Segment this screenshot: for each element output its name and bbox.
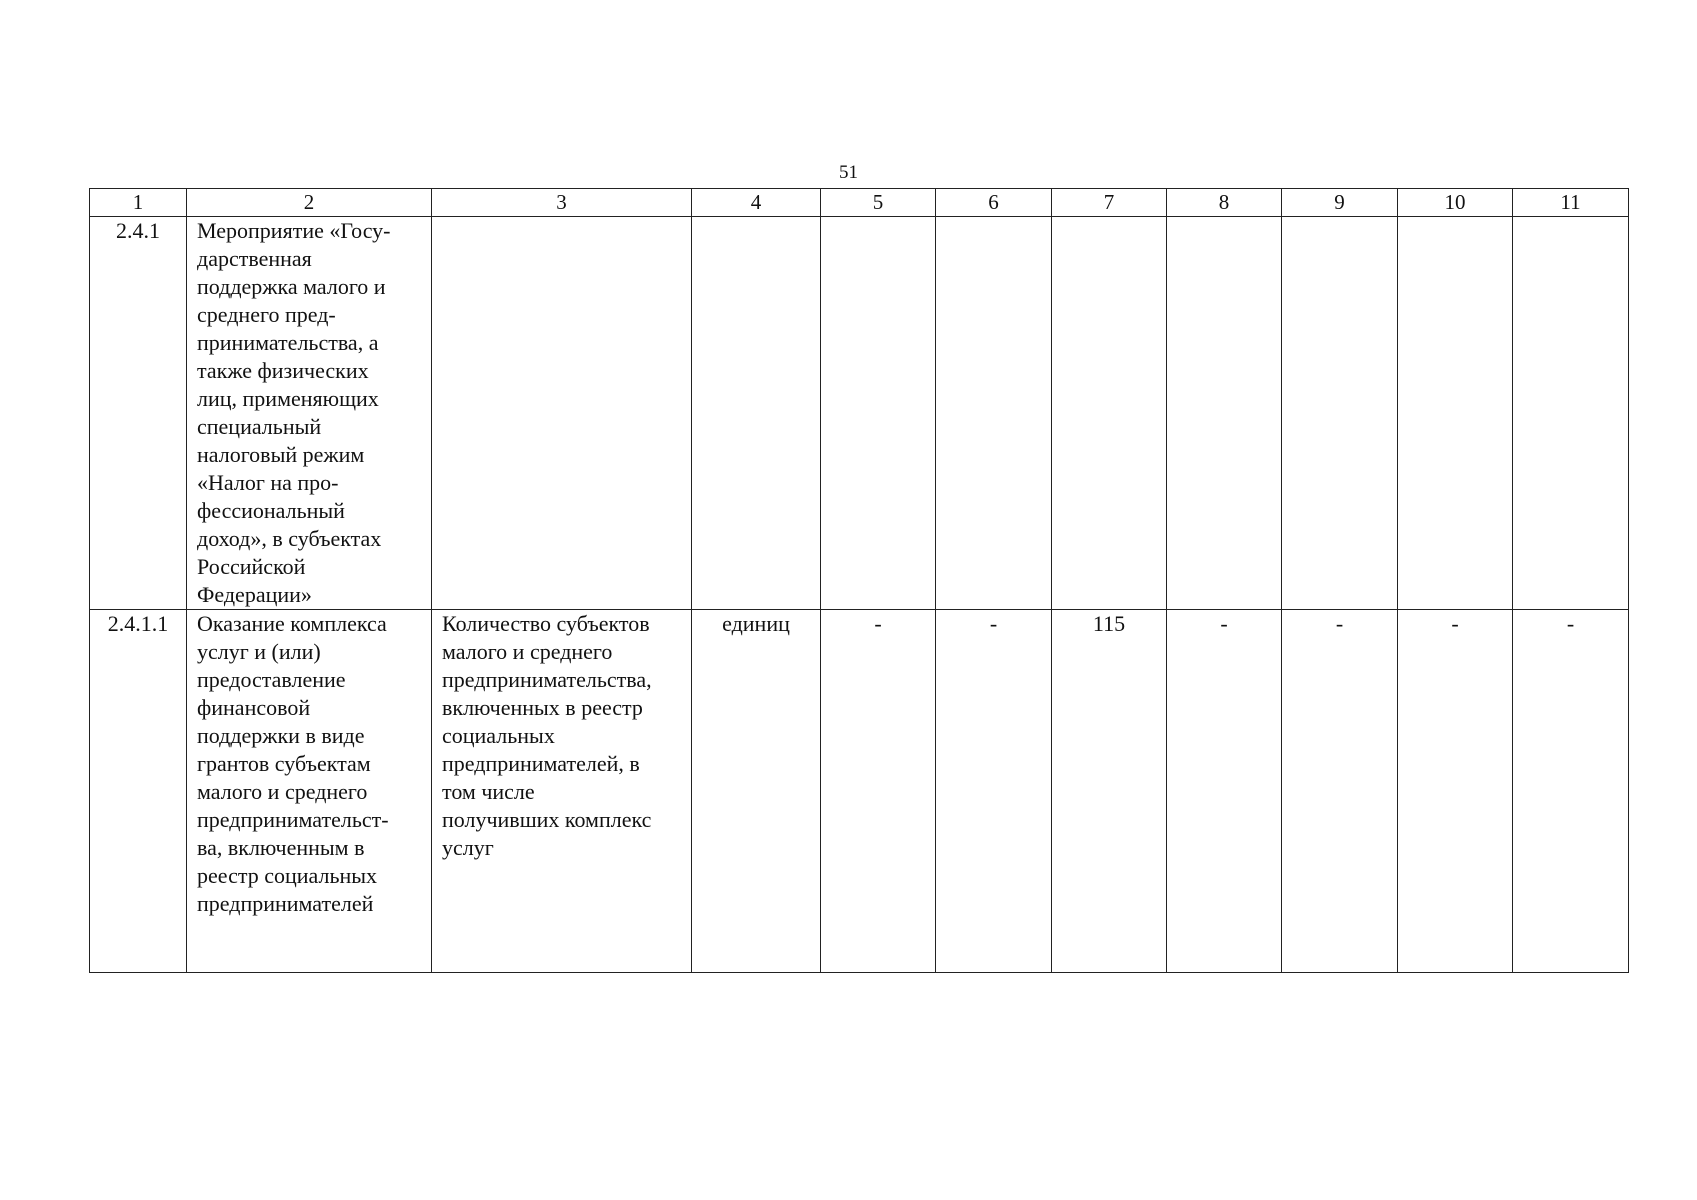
text-line: малого и среднего	[197, 779, 368, 804]
row-code: 2.4.1.1	[90, 610, 187, 973]
measure-name	[187, 610, 431, 918]
value-cell: -	[1282, 610, 1398, 973]
text-line: социальных	[442, 723, 555, 748]
measures-table	[89, 188, 1629, 973]
column-header: 7	[1052, 189, 1167, 217]
text-line: Федерации»	[197, 582, 312, 607]
value-cell: -	[1167, 610, 1282, 973]
text-line: Количество субъектов	[442, 611, 650, 636]
text-line: «Налог на про-	[197, 470, 339, 495]
text-line: предпринимателей	[197, 891, 374, 916]
column-header: 10	[1398, 189, 1513, 217]
text-line: реестр социальных	[197, 863, 378, 888]
text-line: дарственная	[197, 246, 312, 271]
indicator-cell	[432, 217, 692, 610]
page-number: 51	[839, 162, 858, 183]
text-line: Российской	[197, 554, 306, 579]
unit-cell	[692, 217, 821, 610]
value-cell	[936, 217, 1052, 610]
value-cell	[1282, 217, 1398, 610]
text-line: услуг	[442, 835, 494, 860]
text-line: малого и среднего	[442, 639, 613, 664]
text-line: также физических	[197, 358, 369, 383]
text-line: среднего пред-	[197, 302, 336, 327]
table-row	[90, 610, 1629, 973]
text-line: налоговый режим	[197, 442, 365, 467]
text-line: том числе	[442, 779, 535, 804]
text-line: грантов субъектам	[197, 751, 371, 776]
value-cell: -	[821, 610, 936, 973]
text-line: финансовой	[197, 695, 311, 720]
text-line: доход», в субъектах	[197, 526, 382, 551]
column-header: 8	[1167, 189, 1282, 217]
value-cell	[1398, 217, 1513, 610]
text-line: поддержки в виде	[197, 723, 365, 748]
column-header: 4	[692, 189, 821, 217]
text-line: включенных в реестр	[442, 695, 643, 720]
measure-name-cell	[187, 217, 432, 610]
value-cell	[1167, 217, 1282, 610]
row-code: 2.4.1	[90, 217, 187, 610]
text-line: услуг и (или)	[197, 639, 321, 664]
text-line: Оказание комплекса	[197, 611, 387, 636]
text-line: Мероприятие «Госу-	[197, 218, 391, 243]
column-number-row	[90, 189, 1629, 217]
text-line: специальный	[197, 414, 322, 439]
column-header: 5	[821, 189, 936, 217]
column-header: 2	[187, 189, 432, 217]
value-cell: -	[936, 610, 1052, 973]
value-cell: -	[1513, 610, 1629, 973]
value-cell	[1513, 217, 1629, 610]
column-header: 11	[1513, 189, 1629, 217]
indicator-cell	[432, 610, 692, 973]
text-line: предпринимателей, в	[442, 751, 640, 776]
value-cell	[1052, 217, 1167, 610]
value-cell: -	[1398, 610, 1513, 973]
text-line: предоставление	[197, 667, 346, 692]
text-line: ва, включенным в	[197, 835, 365, 860]
column-header: 6	[936, 189, 1052, 217]
indicator-name	[432, 610, 691, 862]
value-cell	[821, 217, 936, 610]
column-header: 9	[1282, 189, 1398, 217]
text-line: поддержка малого и	[197, 274, 386, 299]
measure-name-cell	[187, 610, 432, 973]
text-line: предпринимательст-	[197, 807, 389, 832]
column-header: 1	[90, 189, 187, 217]
table-row	[90, 217, 1629, 610]
text-line: принимательства, а	[197, 330, 379, 355]
text-line: фессиональный	[197, 498, 345, 523]
text-line: получивших комплекс	[442, 807, 652, 832]
text-line: предпринимательства,	[442, 667, 652, 692]
text-line: лиц, применяющих	[197, 386, 379, 411]
column-header: 3	[432, 189, 692, 217]
unit-cell: единиц	[692, 610, 821, 973]
value-cell: 115	[1052, 610, 1167, 973]
measure-name	[187, 217, 431, 609]
